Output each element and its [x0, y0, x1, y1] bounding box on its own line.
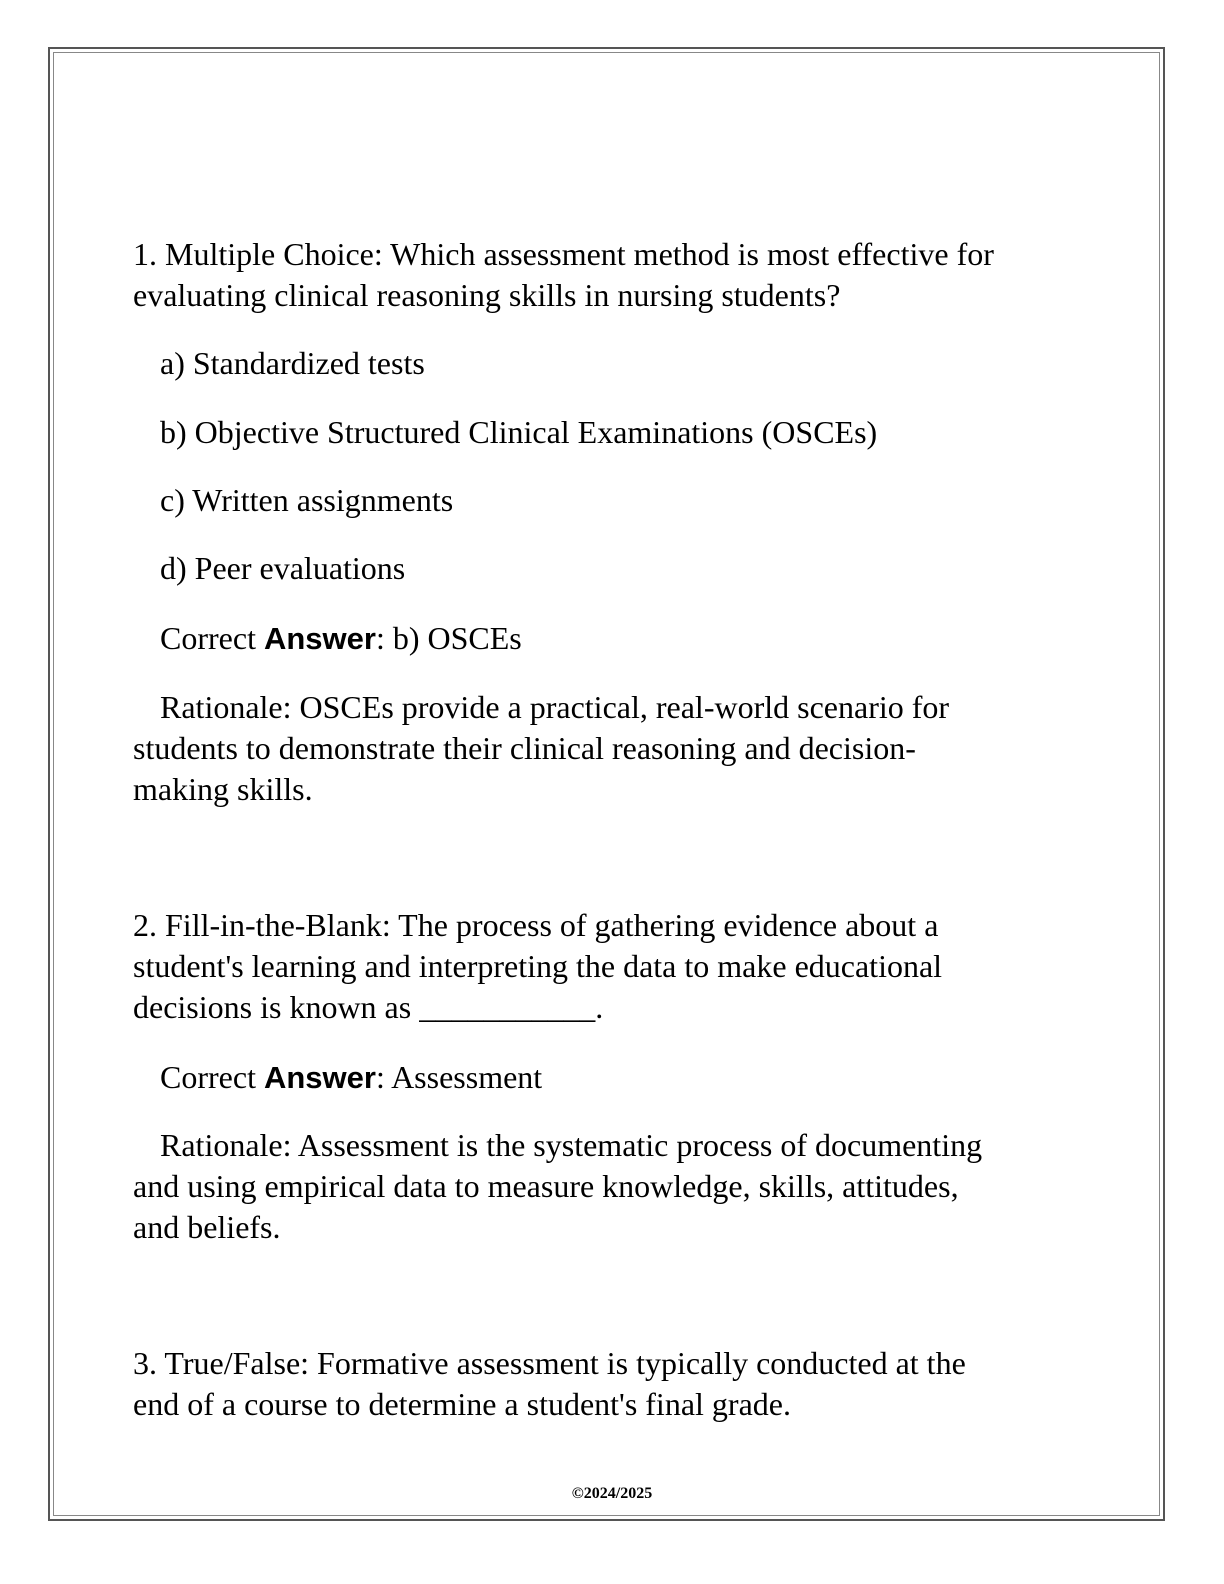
- question-2-rationale-line-3: and beliefs.: [133, 1209, 281, 1245]
- answer-value: : b) OSCEs: [375, 620, 522, 656]
- question-1-option-a: a) Standardized tests: [160, 345, 425, 381]
- question-1-option-c: c) Written assignments: [160, 482, 454, 518]
- answer-label: Answer: [263, 1060, 376, 1095]
- question-1-line-1: 1. Multiple Choice: Which assessment method is most effective for: [133, 236, 994, 272]
- question-3-line-1: 3. True/False: Formative assessment is typically conducted at the: [133, 1345, 966, 1381]
- question-2-line-2: student's learning and interpreting the data to make educational: [133, 948, 943, 984]
- answer-label: Answer: [263, 621, 376, 656]
- question-1-rationale-line-1: Rationale: OSCEs provide a practical, real-world scenario for: [160, 689, 950, 725]
- question-1-option-b: b) Objective Structured Clinical Examinations (OSCEs): [160, 414, 878, 450]
- answer-prefix: Correct: [160, 620, 264, 656]
- answer-prefix: Correct: [160, 1059, 264, 1095]
- copyright-footer: ©2024/2025: [571, 1485, 653, 1502]
- question-2-line-3: decisions is known as ___________.: [133, 989, 604, 1025]
- question-1-rationale-line-3: making skills.: [133, 771, 313, 807]
- question-2-line-1: 2. Fill-in-the-Blank: The process of gathering evidence about a: [133, 907, 939, 943]
- question-3-line-2: end of a course to determine a student's final grade.: [133, 1386, 791, 1422]
- question-1-line-2: evaluating clinical reasoning skills in nursing students?: [133, 277, 841, 313]
- question-2-correct-answer: [160, 1057, 542, 1098]
- answer-value: : Assessment: [375, 1059, 543, 1095]
- question-1-rationale-line-2: students to demonstrate their clinical reasoning and decision-: [133, 730, 916, 766]
- question-1-option-d: d) Peer evaluations: [160, 550, 406, 586]
- question-2-rationale-line-2: and using empirical data to measure knowledge, skills, attitudes,: [133, 1168, 959, 1204]
- question-2-rationale-line-1: Rationale: Assessment is the systematic process of documenting: [160, 1127, 983, 1163]
- question-1-correct-answer: [160, 618, 522, 659]
